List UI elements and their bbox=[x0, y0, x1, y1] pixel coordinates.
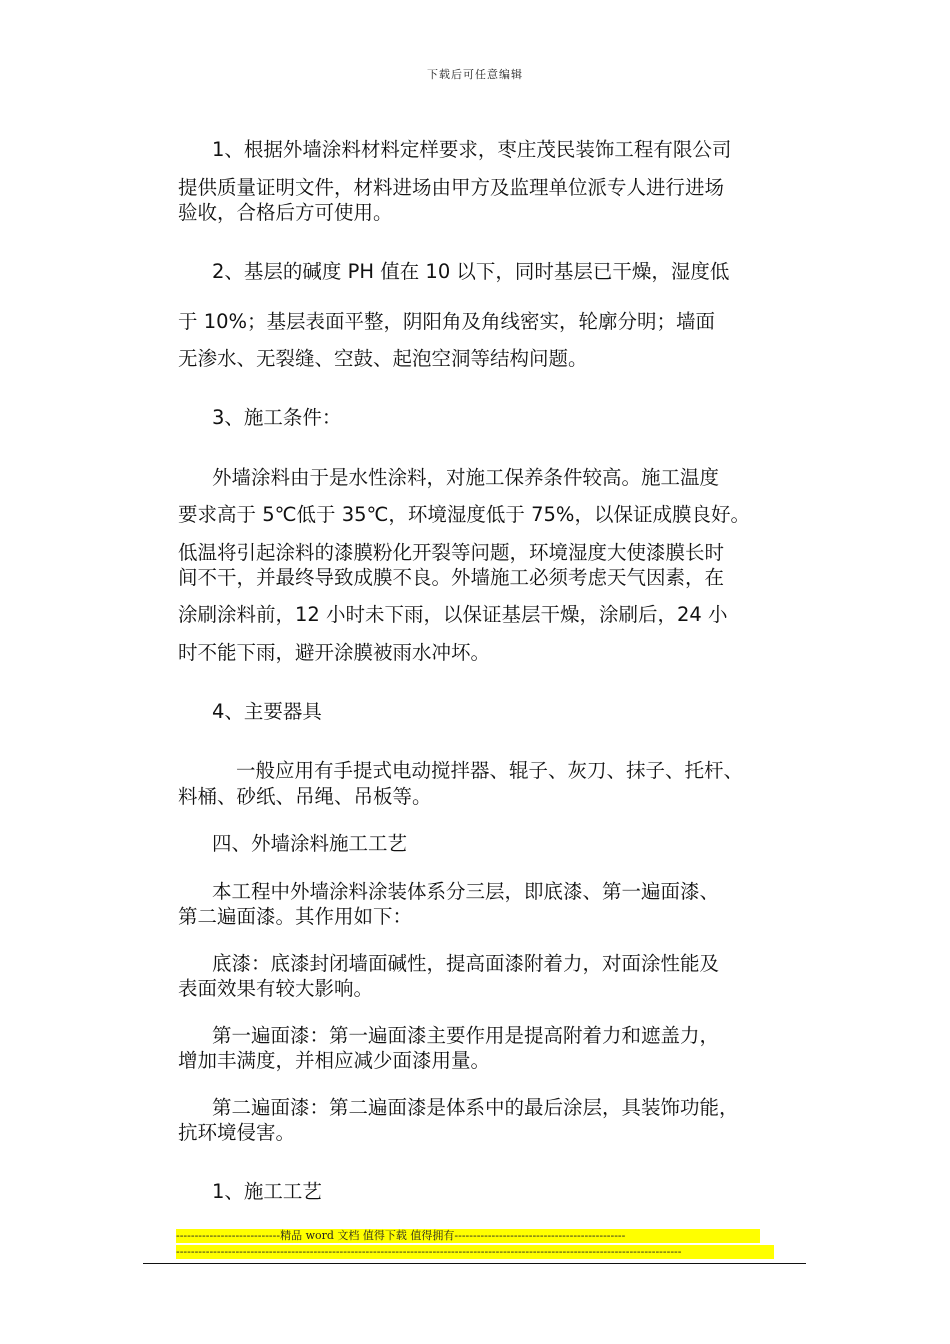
paragraph-line: 于 10%；基层表面平整，阴阳角及角线密实，轮廓分明；墙面 bbox=[178, 310, 716, 333]
paragraph-line: 增加丰满度，并相应减少面漆用量。 bbox=[178, 1049, 491, 1072]
footer-rule bbox=[143, 1263, 806, 1264]
paragraph-line: 抗环境侵害。 bbox=[178, 1121, 296, 1144]
paragraph-line: 一般应用有手提式电动搅拌器、辊子、灰刀、抹子、托杆、 bbox=[236, 759, 744, 782]
paragraph-line: 提供质量证明文件，材料进场由甲方及监理单位派专人进行进场 bbox=[178, 176, 725, 199]
paragraph-line: 表面效果有较大影响。 bbox=[178, 977, 374, 1000]
paragraph-line: 验收，合格后方可使用。 bbox=[178, 201, 393, 224]
paragraph-line: 间不干，并最终导致成膜不良。外墙施工必须考虑天气因素，在 bbox=[178, 566, 725, 589]
paragraph-line: 第一遍面漆：第一遍面漆主要作用是提高附着力和遮盖力， bbox=[212, 1024, 720, 1047]
paragraph-line: 本工程中外墙涂料涂装体系分三层，即底漆、第一遍面漆、 bbox=[212, 880, 720, 903]
paragraph-line: 时不能下雨，避开涂膜被雨水冲坏。 bbox=[178, 641, 491, 664]
paragraph-line: 料桶、砂纸、吊绳、吊板等。 bbox=[178, 785, 432, 808]
paragraph-line: 低温将引起涂料的漆膜粉化开裂等问题，环境湿度大使漆膜长时 bbox=[178, 541, 725, 564]
section-heading: 3、施工条件： bbox=[212, 406, 342, 429]
footer-banner-line: ---------------------------------------------------------------------------------------------------------------------------------------- bbox=[176, 1245, 774, 1259]
paragraph-line: 无渗水、无裂缝、空鼓、起泡空洞等结构问题。 bbox=[178, 347, 588, 370]
paragraph-line: 要求高于 5℃低于 35℃，环境湿度低于 75%，以保证成膜良好。 bbox=[178, 503, 750, 526]
page-header: 下载后可任意编辑 bbox=[427, 68, 523, 81]
section-heading: 四、外墙涂料施工工艺 bbox=[212, 832, 408, 855]
paragraph-line: 第二遍面漆：第二遍面漆是体系中的最后涂层，具装饰功能， bbox=[212, 1096, 739, 1119]
paragraph-line: 外墙涂料由于是水性涂料，对施工保养条件较高。施工温度 bbox=[212, 466, 720, 489]
paragraph-line: 底漆：底漆封闭墙面碱性，提高面漆附着力，对面涂性能及 bbox=[212, 952, 720, 975]
paragraph-line: 涂刷涂料前，12 小时未下雨，以保证基层干燥，涂刷后，24 小 bbox=[178, 603, 728, 626]
section-heading: 1、施工工艺 bbox=[212, 1180, 322, 1203]
paragraph-line: 2、基层的碱度 PH 值在 10 以下，同时基层已干燥，湿度低 bbox=[212, 260, 730, 283]
section-heading: 4、主要器具 bbox=[212, 700, 322, 723]
footer-banner-line: ----------------------------精品 word 文档 值得下载 值得拥有---------------------------------------------- bbox=[176, 1229, 760, 1243]
paragraph-line: 1、根据外墙涂料材料定样要求，枣庄茂民装饰工程有限公司 bbox=[212, 138, 732, 161]
paragraph-line: 第二遍面漆。其作用如下： bbox=[178, 905, 413, 928]
